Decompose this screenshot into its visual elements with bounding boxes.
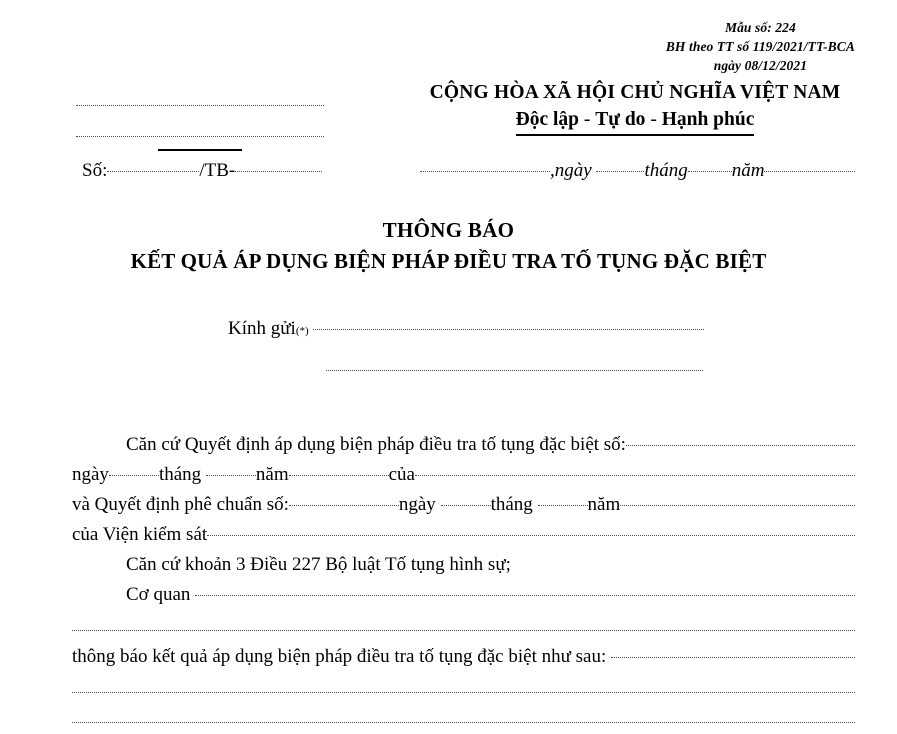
basis-month-field[interactable] — [206, 475, 256, 476]
procuracy-label: của Viện kiểm sát — [72, 524, 208, 545]
document-number-line — [82, 160, 322, 182]
approval-year-label: năm — [587, 494, 621, 515]
legal-basis-line — [72, 550, 855, 580]
month-field[interactable] — [688, 171, 732, 172]
agency-field-continued-row — [72, 612, 855, 642]
basis-issuer-field[interactable] — [415, 475, 855, 476]
agency-field[interactable] — [195, 595, 855, 596]
result-field-line-2[interactable] — [72, 722, 855, 723]
motto-separator-1: - — [579, 109, 596, 130]
approval-day-label: ngày — [398, 494, 441, 515]
motto-freedom: Tự do — [595, 109, 646, 130]
day-label: ngày — [554, 160, 597, 181]
agency-name-block — [76, 86, 324, 151]
recipient-field-continued[interactable] — [326, 370, 703, 371]
legal-basis-text: Căn cứ khoản 3 Điều 227 Bộ luật Tố tụng hình sự; — [126, 554, 511, 575]
basis-decision-number-field[interactable] — [626, 445, 855, 446]
notification-result-field[interactable] — [611, 657, 855, 658]
approval-decision-text: và Quyết định phê chuẩn số: — [72, 494, 289, 515]
basis-year-field[interactable] — [289, 475, 389, 476]
recipient-line: Kính gửi (*) — [228, 318, 704, 340]
approval-day-field[interactable] — [441, 505, 491, 506]
recipient-label: Kính gửi — [228, 318, 296, 339]
place-field[interactable] — [420, 171, 550, 172]
basis-day-label: ngày — [72, 464, 109, 485]
motto-independence: Độc lập — [515, 109, 579, 130]
document-number-field[interactable] — [107, 171, 199, 172]
place-date-line — [420, 160, 855, 182]
document-number-label: Số: — [82, 160, 108, 181]
notification-statement-line — [72, 642, 855, 674]
basis-decision-line-1 — [72, 430, 855, 460]
document-number-suffix-field[interactable] — [235, 171, 322, 172]
day-field[interactable] — [596, 171, 644, 172]
month-label: tháng — [644, 160, 688, 181]
form-model-reference — [666, 18, 855, 75]
recipient-field[interactable] — [313, 329, 704, 330]
notification-statement-text: thông báo kết quả áp dụng biện pháp điều tra tố tụng đặc biệt như sau: — [72, 646, 612, 667]
country-name: CỘNG HÒA XÃ HỘI CHỦ NGHĨA VIỆT NAM — [429, 82, 841, 103]
agency-underline-rule — [158, 149, 242, 151]
year-field[interactable] — [764, 171, 855, 172]
basis-month-label: tháng — [158, 464, 206, 485]
agency-name-field[interactable] — [76, 117, 324, 137]
result-field-row-1 — [72, 674, 855, 704]
basis-issuer-label: của — [388, 464, 415, 485]
document-body — [72, 430, 855, 610]
national-heading — [400, 80, 870, 136]
document-title-block — [0, 216, 897, 276]
approval-year-field[interactable] — [620, 505, 855, 506]
basis-decision-text: Căn cứ Quyết định áp dụng biện pháp điều tra tố tụng đặc biệt số: — [126, 434, 626, 455]
national-motto — [516, 107, 755, 136]
basis-day-field[interactable] — [109, 475, 159, 476]
agency-line — [72, 580, 855, 610]
agency-parent-field[interactable] — [76, 86, 324, 106]
motto-happiness: Hạnh phúc — [661, 109, 755, 130]
basis-decision-line-2 — [72, 460, 855, 490]
year-label: năm — [731, 160, 765, 181]
form-issue-date: ngày 08/12/2021 — [713, 58, 808, 73]
document-subtitle: KẾT QUẢ ÁP DỤNG BIỆN PHÁP ĐIỀU TRA TỐ TỤNG ĐẶC BIỆT — [130, 249, 767, 273]
result-field-row-2 — [72, 704, 855, 734]
agency-field-continued[interactable] — [72, 630, 855, 631]
document-number-separator: /TB- — [199, 160, 236, 181]
motto-separator-2: - — [645, 109, 662, 130]
result-field-line-1[interactable] — [72, 692, 855, 693]
agency-label: Cơ quan — [126, 584, 196, 605]
form-issuing-circular: BH theo TT số 119/2021/TT-BCA — [665, 39, 855, 54]
document-title: THÔNG BÁO — [382, 218, 515, 242]
approval-month-field[interactable] — [538, 505, 588, 506]
approval-decision-number-field[interactable] — [289, 505, 399, 506]
date-comma: , — [550, 160, 555, 181]
approval-month-label: tháng — [490, 494, 538, 515]
form-model-number: Mẫu số: 224 — [724, 20, 796, 35]
approval-decision-line-1 — [72, 490, 855, 520]
notification-result-block — [72, 612, 855, 734]
basis-year-label: năm — [255, 464, 289, 485]
procuracy-line — [72, 520, 855, 550]
procuracy-field[interactable] — [207, 535, 855, 536]
